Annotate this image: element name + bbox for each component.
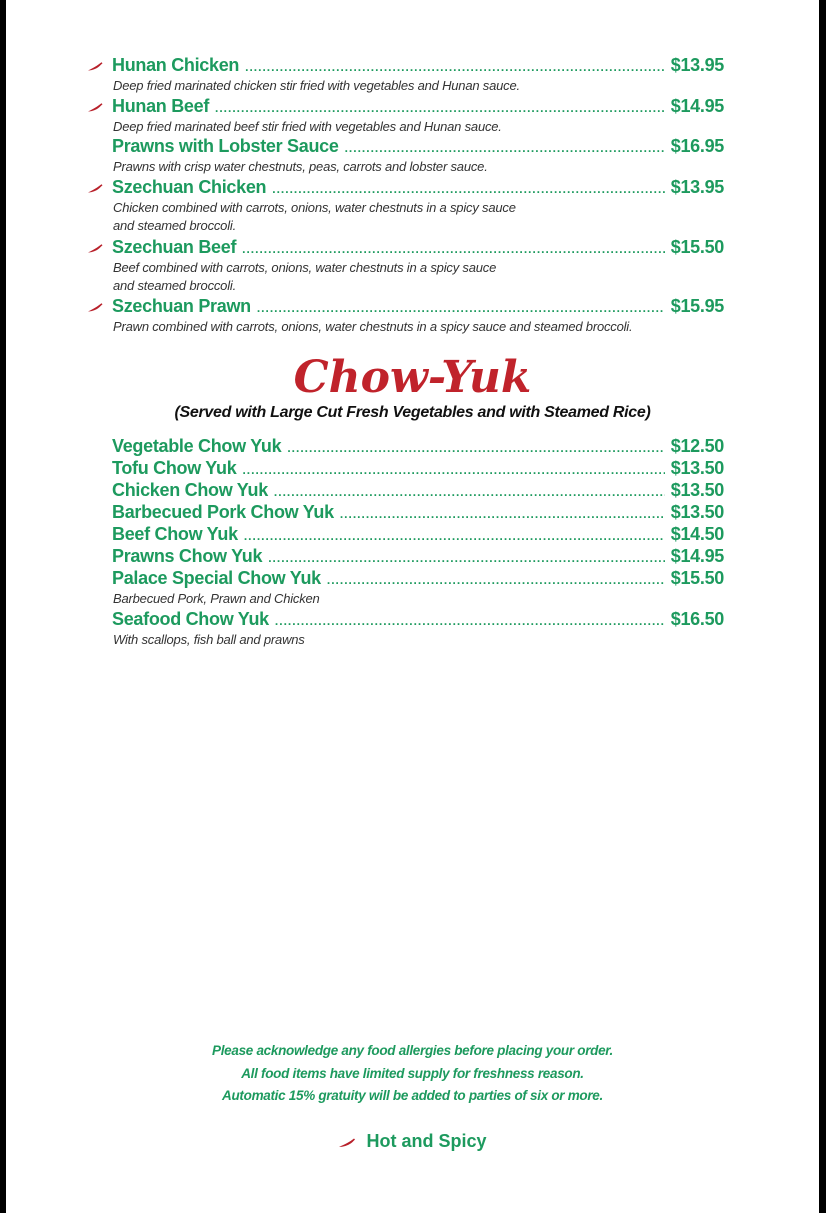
- menu-item: [112, 296, 724, 336]
- menu-item-description: and steamed broccoli.: [113, 278, 236, 293]
- note-limited-supply: All food items have limited supply for freshness reason.: [241, 1065, 584, 1081]
- menu-item: [112, 546, 724, 568]
- menu-item-description: Chicken combined with carrots, onions, water chestnuts in a spicy sauce: [113, 200, 516, 215]
- section-title-chow-yuk: Chow-Yuk: [293, 352, 532, 403]
- menu-item-price: $13.95: [670, 177, 724, 197]
- menu-item-price: $14.95: [670, 546, 724, 566]
- menu-item-price: $16.50: [670, 609, 724, 629]
- chili-pepper-icon: [87, 243, 103, 253]
- menu-item-description: Prawn combined with carrots, onions, water chestnuts in a spicy sauce and steamed broccoli.: [113, 319, 633, 334]
- menu-item: [112, 568, 724, 608]
- dot-leader: [272, 182, 664, 196]
- note-gratuity: Automatic 15% gratuity will be added to parties of six or more.: [222, 1088, 603, 1103]
- dot-leader: [340, 507, 665, 521]
- menu-item-line: [112, 296, 724, 318]
- menu-item-line: [112, 96, 724, 118]
- dot-leader: [327, 573, 665, 587]
- menu-item-name: Prawns with Lobster Sauce: [112, 136, 339, 156]
- dot-leader: [242, 242, 665, 256]
- menu-item: [112, 136, 724, 176]
- chili-pepper-icon: [87, 102, 103, 112]
- menu-item-description: Barbecued Pork, Prawn and Chicken: [113, 591, 320, 606]
- chili-pepper-icon: [338, 1137, 356, 1148]
- dot-leader: [244, 529, 665, 543]
- chili-pepper-icon: [87, 302, 103, 312]
- menu-item-price: $15.50: [670, 237, 724, 257]
- menu-item-name: Prawns Chow Yuk: [112, 546, 263, 566]
- menu-item-line: [112, 237, 724, 259]
- menu-item-name: Vegetable Chow Yuk: [112, 436, 282, 456]
- menu-item-name: Hunan Beef: [112, 96, 210, 116]
- menu-item-line: [112, 609, 724, 631]
- menu-item: [112, 96, 724, 136]
- menu-item-description: Deep fried marinated chicken stir fried with vegetables and Hunan sauce.: [113, 78, 520, 93]
- menu-page: [6, 0, 819, 1213]
- menu-item-name: Szechuan Prawn: [112, 296, 251, 316]
- menu-item-line: [112, 524, 724, 546]
- menu-item-price: $15.50: [670, 568, 724, 588]
- menu-item-name: Beef Chow Yuk: [112, 524, 238, 544]
- menu-item-price: $14.95: [670, 96, 724, 116]
- menu-item-description: and steamed broccoli.: [113, 218, 236, 233]
- menu-item-name: Tofu Chow Yuk: [112, 458, 237, 478]
- section-subtitle: (Served with Large Cut Fresh Vegetables and with Steamed Rice): [174, 404, 651, 421]
- menu-item-line: [112, 55, 724, 77]
- menu-item-description: With scallops, fish ball and prawns: [113, 632, 305, 647]
- menu-item-description: Beef combined with carrots, onions, water chestnuts in a spicy sauce: [113, 260, 497, 275]
- menu-item-price: $14.50: [670, 524, 724, 544]
- dot-leader: [287, 441, 664, 455]
- legend-label: Hot and Spicy: [366, 1131, 487, 1151]
- menu-item: [112, 237, 724, 295]
- menu-item-line: [112, 568, 724, 590]
- menu-item-name: Chicken Chow Yuk: [112, 480, 268, 500]
- menu-item: [112, 480, 724, 502]
- dot-leader: [242, 463, 664, 477]
- menu-item: [112, 436, 724, 458]
- menu-item-name: Hunan Chicken: [112, 55, 240, 75]
- menu-item-price: $16.95: [670, 136, 724, 156]
- menu-item-price: $12.50: [670, 436, 724, 456]
- menu-item-line: [112, 502, 724, 524]
- note-allergies: Please acknowledge any food allergies before placing your order.: [212, 1043, 613, 1058]
- menu-item-line: [112, 136, 724, 158]
- menu-item-name: Szechuan Beef: [112, 237, 237, 257]
- menu-item-description: Deep fried marinated beef stir fried with vegetables and Hunan sauce.: [113, 119, 502, 134]
- dot-leader: [275, 614, 665, 628]
- menu-item-name: Palace Special Chow Yuk: [112, 568, 321, 588]
- menu-item: [112, 609, 724, 649]
- dot-leader: [245, 60, 665, 74]
- menu-item-line: [112, 177, 724, 199]
- menu-item-description: Prawns with crisp water chestnuts, peas, carrots and lobster sauce.: [113, 159, 488, 174]
- menu-item: [112, 55, 724, 95]
- dot-leader: [345, 141, 665, 155]
- dot-leader: [215, 101, 665, 115]
- menu-item: [112, 177, 724, 235]
- menu-item-line: [112, 458, 724, 480]
- dot-leader: [268, 551, 665, 565]
- menu-item-name: Szechuan Chicken: [112, 177, 267, 197]
- menu-item-line: [112, 436, 724, 458]
- menu-item-line: [112, 480, 724, 502]
- footer-notes: [6, 1040, 819, 1108]
- menu-item-price: $15.95: [670, 296, 724, 316]
- menu-item-name: Barbecued Pork Chow Yuk: [112, 502, 334, 522]
- chili-pepper-icon: [87, 183, 103, 193]
- menu-item-name: Seafood Chow Yuk: [112, 609, 269, 629]
- menu-item-price: $13.50: [670, 480, 724, 500]
- menu-item-line: [112, 546, 724, 568]
- dot-leader: [257, 301, 665, 315]
- dot-leader: [274, 485, 665, 499]
- menu-item: [112, 502, 724, 524]
- spicy-legend: [6, 1131, 819, 1152]
- chili-pepper-icon: [87, 61, 103, 71]
- menu-item-price: $13.95: [670, 55, 724, 75]
- menu-item-price: $13.50: [670, 502, 724, 522]
- menu-item: [112, 458, 724, 480]
- menu-item-price: $13.50: [670, 458, 724, 478]
- menu-item: [112, 524, 724, 546]
